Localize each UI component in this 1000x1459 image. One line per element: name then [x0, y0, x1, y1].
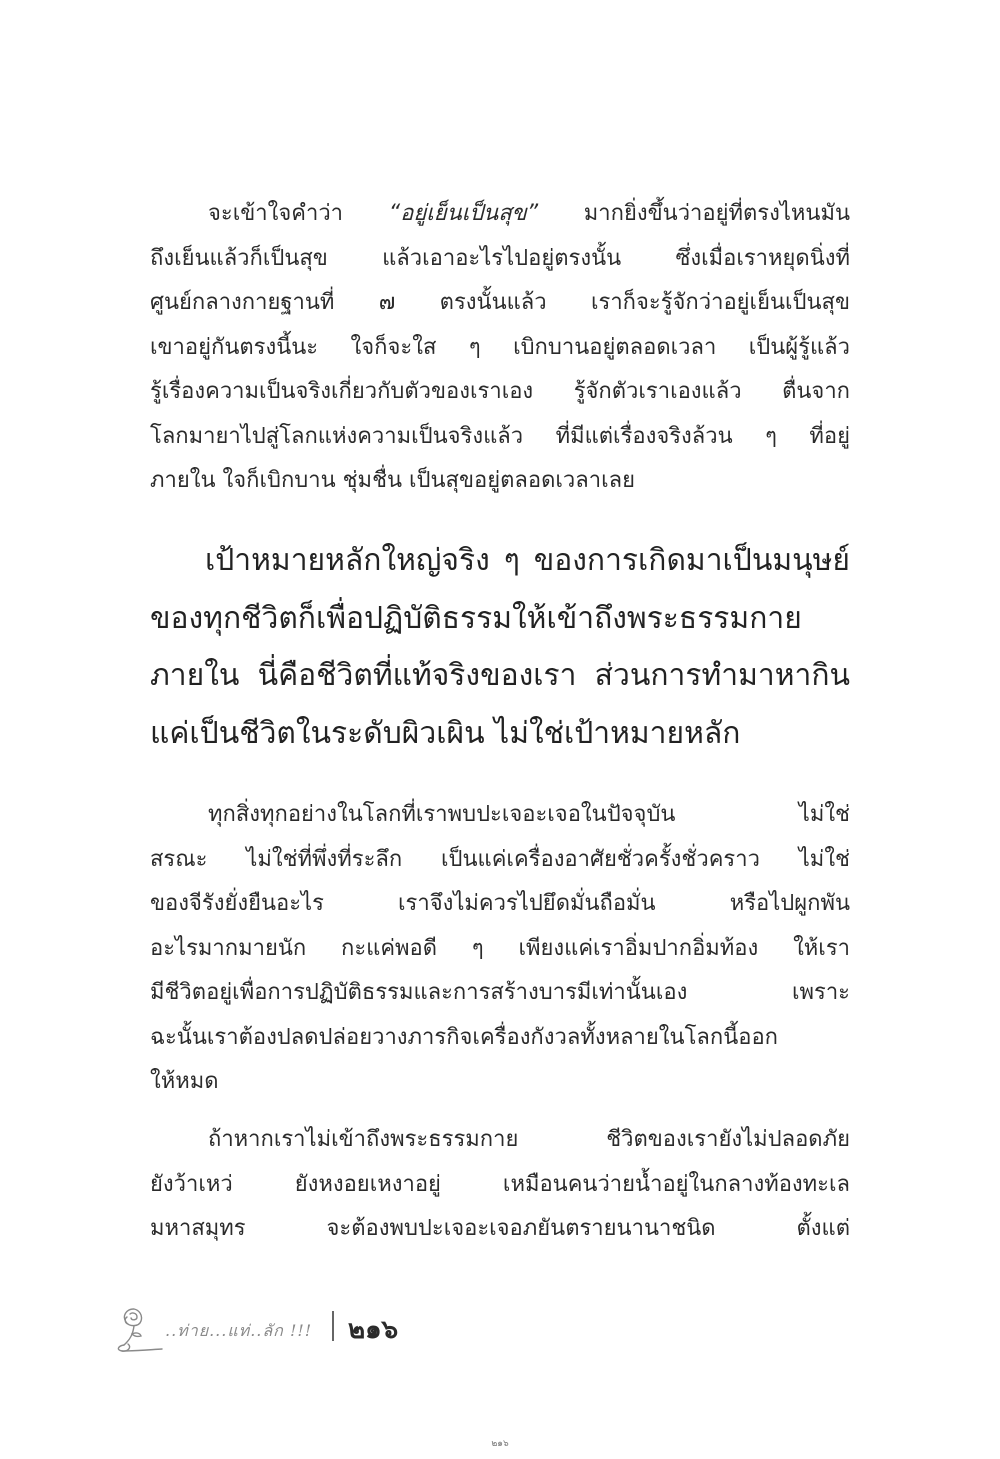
paragraph-line: ฉะนั้นเราต้องปลดปล่อยวางภารกิจเครื่องกังวลทั้งหลายในโลกนี้ออก	[150, 1024, 778, 1050]
paragraph-line: ภายใน ใจก็เบิกบาน ชุ่มชื่น เป็นสุขอยู่ตลอดเวลาเลย	[150, 468, 635, 493]
paragraph-line: ยังว้าเหว่ ยังหงอยเหงาอยู่ เหมือนคนว่ายน้ำอยู่ในกลางท้องทะเล	[150, 1171, 850, 1197]
highlight-line: ของทุกชีวิตก็เพื่อปฏิบัติธรรมให้เข้าถึงพระธรรมกาย	[150, 600, 802, 636]
rose-icon	[110, 1305, 170, 1355]
signature-text: ..ท่าย...แท่..ลัก !!!	[165, 1321, 313, 1340]
highlight-line: ภายใน นี่คือชีวิตที่แท้จริงของเรา ส่วนการทำมาหากิน	[150, 658, 850, 693]
folio-mark: ๒๑๖	[491, 1439, 509, 1449]
paragraph-line: ถ้าหากเราไม่เข้าถึงพระธรรมกาย ชีวิตของเรายังไม่ปลอดภัย	[208, 1127, 850, 1152]
paragraph-line: ให้หมด	[150, 1069, 219, 1094]
paragraph-line: เขาอยู่กันตรงนี้นะ ใจก็จะใส ๆ เบิกบานอยู่ตลอดเวลา เป็นผู้รู้แล้ว	[150, 334, 850, 360]
paragraph-2	[150, 793, 850, 1105]
paragraph-line: จะเข้าใจคำว่า “อยู่เย็นเป็นสุข” มากยิ่งขึ้นว่าอยู่ที่ตรงไหนมัน	[208, 201, 850, 226]
highlight-quote	[150, 532, 850, 762]
paragraph-line: อะไรมากมายนัก กะแค่พอดี ๆ เพียงแค่เราอิ่มปากอิ่มท้อง ให้เรา	[150, 935, 850, 961]
paragraph-line: ศูนย์กลางกายฐานที่ ๗ ตรงนั้นแล้ว เราก็จะรู้จักว่าอยู่เย็นเป็นสุข	[150, 290, 850, 315]
page-number: ๒๑๖	[348, 1315, 399, 1345]
footer-divider	[332, 1311, 334, 1341]
highlight-line: แค่เป็นชีวิตในระดับผิวเผิน ไม่ใช่เป้าหมายหลัก	[150, 715, 741, 751]
paragraph-line: ของจีรังยั่งยืนอะไร เราจึงไม่ควรไปยึดมั่นถือมั่น หรือไปผูกพัน	[150, 891, 850, 916]
paragraph-line: สรณะ ไม่ใช่ที่พึ่งที่ระลึก เป็นแค่เครื่องอาศัยชั่วครั้งชั่วคราว ไม่ใช่	[150, 846, 850, 872]
page-footer	[110, 1305, 430, 1355]
paragraph-line: ทุกสิ่งทุกอย่างในโลกที่เราพบปะเจอะเจอในปัจจุบัน ไม่ใช่	[208, 802, 850, 827]
quote-emphasis: “อยู่เย็นเป็นสุข”	[388, 201, 539, 226]
paragraph-line: มีชีวิตอยู่เพื่อการปฏิบัติธรรมและการสร้างบารมีเท่านั้นเอง เพราะ	[150, 980, 850, 1005]
paragraph-3	[150, 1118, 850, 1252]
paragraph-line: มหาสมุทร จะต้องพบปะเจอะเจอภยันตรายนานาชนิด ตั้งแต่	[150, 1216, 850, 1241]
paragraph-line: โลกมายาไปสู่โลกแห่งความเป็นจริงแล้ว ที่มีแต่เรื่องจริงล้วน ๆ ที่อยู่	[150, 423, 850, 449]
paragraph-1	[150, 192, 850, 504]
highlight-line: เป้าหมายหลักใหญ่จริง ๆ ของการเกิดมาเป็นมนุษย์	[205, 543, 850, 578]
paragraph-line: รู้เรื่องความเป็นจริงเกี่ยวกับตัวของเราเอง รู้จักตัวเราเองแล้ว ตื่นจาก	[150, 379, 850, 404]
paragraph-line: ถึงเย็นแล้วก็เป็นสุข แล้วเอาอะไรไปอยู่ตรงนั้น ซึ่งเมื่อเราหยุดนิ่งที่	[150, 245, 850, 271]
